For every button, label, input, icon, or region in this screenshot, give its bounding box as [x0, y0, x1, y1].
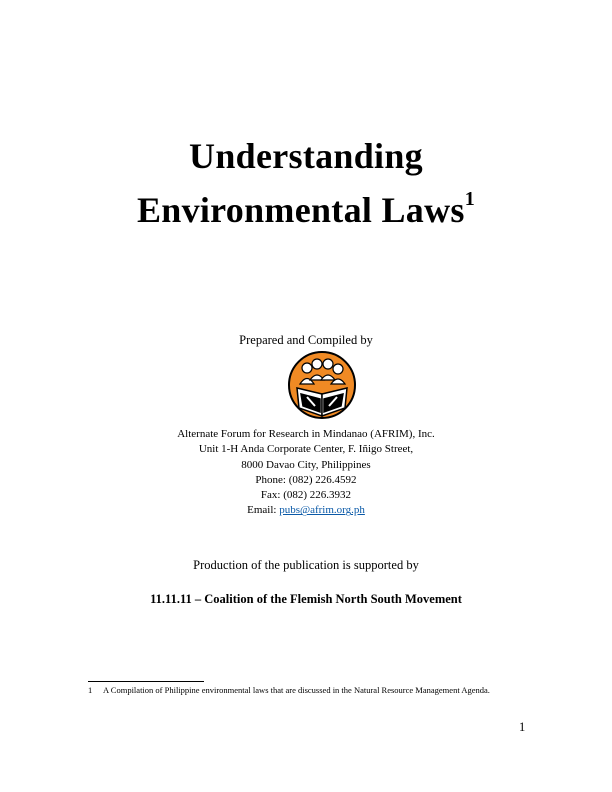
support-label: Production of the publication is supported by [193, 558, 419, 572]
title-line-1: Understanding [189, 136, 423, 176]
prepared-label: Prepared and Compiled by [239, 333, 373, 347]
org-name: Alternate Forum for Research in Mindanao (AFRIM), Inc. [177, 428, 435, 440]
page-number: 1 [519, 720, 526, 734]
address-line-1: Unit 1-H Anda Corporate Center, F. Iñigo Street, [198, 443, 414, 456]
email-link[interactable]: pubs@afrim.org.ph [279, 504, 365, 517]
supporter-name: 11.11.11 – Coalition of the Flemish North South Movement [150, 592, 462, 606]
phone: Phone: (082) 226.4592 [255, 473, 357, 486]
footnote-text: A Compilation of Philippine environmental laws that are discussed in the Natural Resource Management Agenda. [103, 685, 490, 695]
title-line-2 [0, 188, 612, 230]
footnote-number: 1 [88, 685, 93, 695]
fax: Fax: (082) 226.3932 [260, 489, 352, 502]
title-text: Environmental Laws [136, 190, 465, 230]
footnote-rule [88, 681, 204, 682]
organization-block [0, 427, 612, 519]
footnote [88, 685, 528, 696]
address-line-2: 8000 Davao City, Philippines [241, 458, 371, 471]
email-label: Email: [247, 504, 280, 517]
email-row [0, 503, 612, 518]
afrim-logo-icon [287, 350, 357, 422]
footnote-ref[interactable]: 1 [464, 188, 476, 210]
